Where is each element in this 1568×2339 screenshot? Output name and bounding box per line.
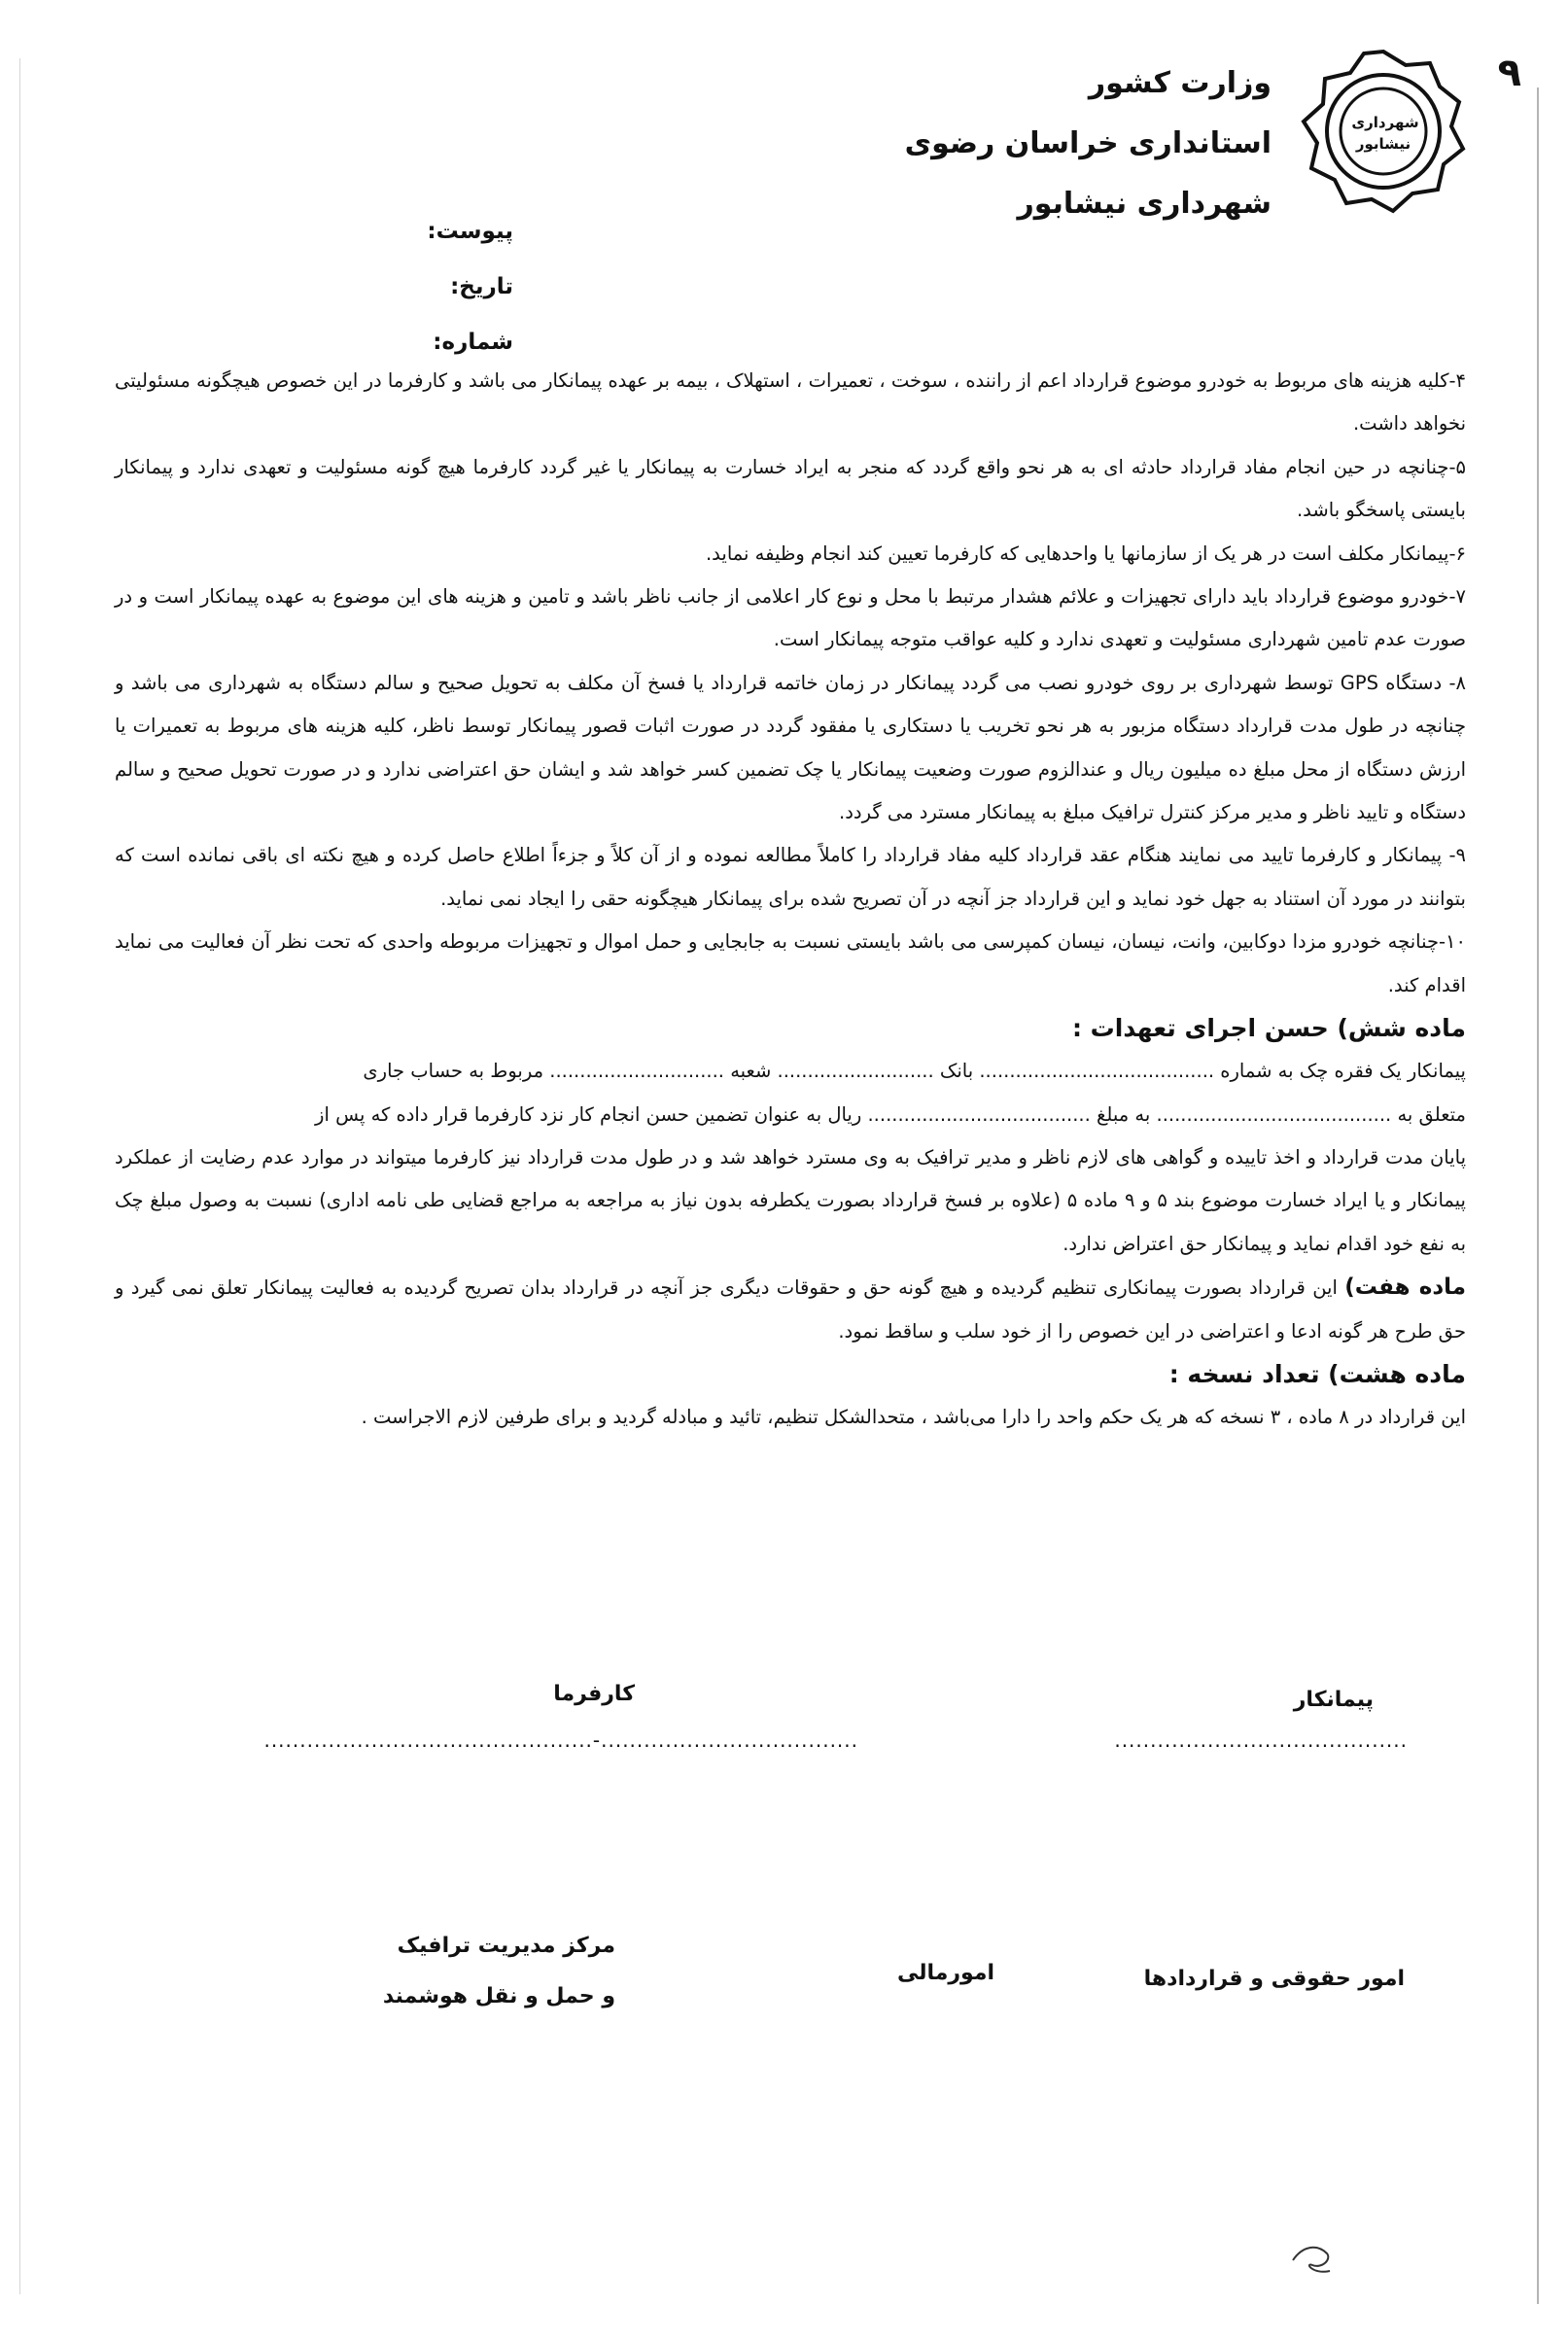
bank-label: بانک <box>939 1060 974 1083</box>
municipality-name: شهرداری نیشابور <box>1017 187 1272 221</box>
clause-10: ۱۰-چنانچه خودرو مزدا دوکابین، وانت، نیسان، نیسان کمپرسی می باشد بایستی نسبت به جابجایی و حمل اموال و تجهیزات مربوطه واحدی که تحت نظر آن فعالیت می نماید اقدام کند. <box>115 930 1466 996</box>
branch-blank[interactable]: ............................. <box>549 1060 725 1083</box>
ministry-name: وزارت کشور <box>1088 66 1272 100</box>
clause-5: ۵-چنانچه در حین انجام مفاد قرارداد حادثه ای به هر نحو واقع گردد که منجر به ایراد خسارت به پیمانکار یا غیر گردد کارفرما هیچ گونه مسئولیت و تعهدی ندارد و پیمانکار بایستی پاسخگو باشد. <box>115 455 1466 522</box>
owner-blank[interactable]: ....................................... <box>1156 1102 1392 1126</box>
cheque-number-label: پیمانکار یک فقره چک به شماره <box>1220 1060 1466 1083</box>
date-label: تاریخ: <box>450 274 513 299</box>
governorate-name: استانداری خراسان رضوی <box>904 126 1272 160</box>
attachment-label: پیوست: <box>427 219 513 244</box>
employer-signature-line[interactable]: ....................................-.............................................. <box>263 1728 858 1752</box>
clause-7: ۷-خودرو موضوع قرارداد باید دارای تجهیزات و علائم هشدار مرتبط با محل و نوع کار اعلامی از جانب ناظر باشد و تامین و هزینه های این موضوع به عهده پیمانکار است و در صورت عدم تامین شهرداری مسئولیت و تعهدی ندارد و کلیه عواقب متوجه پیمانکار است. <box>115 585 1466 651</box>
article-7-text: این قرارداد بصورت پیمانکاری تنظیم گردیده و هیچ گونه حق و حقوقات دیگری جز آنچه در قرارداد بدان تصریح گردیده به فعالیت پیمانکار تعلق نمی گیرد و حق طرح هر گونه ادعا و اعتراضی در این خصوص را از خود سلب و ساقط نمود. <box>115 1276 1466 1343</box>
document-meta <box>427 204 513 370</box>
legal-department: امور حقوقی و قراردادها <box>1143 1967 1405 1991</box>
svg-text:شهرداری: شهرداری <box>1351 114 1419 131</box>
traffic-center-line-2: و حمل و نقل هوشمند <box>382 1984 615 2008</box>
branch-label: شعبه <box>730 1060 772 1083</box>
municipality-seal-logo <box>1296 44 1471 219</box>
clause-9: ۹- پیمانکار و کارفرما تایید می نمایند هنگام عقد قرارداد کلیه مفاد قرارداد را کاملاً مطالعه نموده و از آن کلاً و جزءاً اطلاع حاصل کرده و هیچ نکته ای باقی نمانده است که بتوانند در مورد آن استناد به جهل خود نماید و این قرارداد جز آنچه در آن تصریح شده برای پیمانکار هیچگونه حقی را ایجاد نمی نماید. <box>115 844 1466 910</box>
scan-edge-left <box>19 58 20 2294</box>
employer-label: کارفرما <box>553 1682 635 1706</box>
article-6-title: ماده شش) حسن اجرای تعهدات : <box>1071 1014 1466 1043</box>
article-6-fill-line-2 <box>115 1094 1466 1136</box>
contractor-label: پیمانکار <box>1293 1688 1374 1712</box>
header-lines <box>905 53 1272 234</box>
finance-department: امورمالی <box>896 1961 994 1985</box>
article-6-fill-line-1 <box>115 1050 1466 1093</box>
traffic-center <box>383 1921 615 2022</box>
bank-blank[interactable]: .......................... <box>777 1060 934 1083</box>
page-number: ۹ <box>1497 51 1521 95</box>
clause-8: ۸- دستگاه GPS توسط شهرداری بر روی خودرو نصب می گردد پیمانکار در زمان خاتمه قرارداد یا فسخ آن مکلف به تحویل صحیح و سالم دستگاه به شهرداری می باشد و چنانچه در طول مدت قرارداد دستگاه مزبور به هر نحو تخریب یا دستکاری یا مفقود گردد در صورت اثبات قصور پیمانکار توسط ناظر، کلیه هزینه های مربوط به تعمیرات یا ارزش دستگاه از محل مبلغ ده میلیون ریال و عندالزوم صورت وضعیت پیمانکار یا چک تضمین کسر خواهد شد و ایشان حق اعتراضی ندارد و در صورت تحویل صحیح و سالم دستگاه و تایید ناظر و مدیر مرکز کنترل ترافیک مبلغ به پیمانکار مسترد می گردد. <box>115 671 1466 824</box>
cheque-number-blank[interactable]: ....................................... <box>979 1060 1215 1083</box>
handwritten-initial-mark <box>1283 2236 1342 2285</box>
contractor-signature-line[interactable]: ......................................... <box>1114 1728 1408 1752</box>
svg-text:نیشابور: نیشابور <box>1355 135 1411 153</box>
scan-edge-right <box>1537 87 1539 2304</box>
traffic-center-line-1: مرکز مدیریت ترافیک <box>397 1934 615 1958</box>
article-7-title: ماده هفت) <box>1344 1274 1466 1301</box>
article-8-title: ماده هشت) تعداد نسخه : <box>1168 1359 1466 1388</box>
owner-label: متعلق به <box>1397 1102 1466 1126</box>
amount-blank[interactable]: ..................................... <box>867 1102 1091 1126</box>
article-6-text: پایان مدت قرارداد و اخذ تاییده و گواهی های لازم ناظر و مدیر ترافیک به وی مسترد خواهد شد و در طول مدت قرارداد نیز کارفرما میتواند در موارد عدم رضایت از عملکرد پیمانکار و یا ایراد خسارت موضوع بند ۵ و ۹ ماده ۵ (علاوه بر فسخ قرارداد بصورت یکطرفه بدون نیاز به مراجعه به مراجع قضایی طی نامه اداری) نسبت به وصول مبلغ چک به نفع خود اقدام نماید و پیمانکار حق اعتراض ندارد. <box>115 1145 1466 1255</box>
current-account-label: مربوط به حساب جاری <box>363 1060 544 1083</box>
clause-6: ۶-پیمانکار مکلف است در هر یک از سازمانها یا واحدهایی که کارفرما تعیین کند انجام وظیفه نماید. <box>705 541 1466 565</box>
clause-4: ۴-کلیه هزینه های مربوط به خودرو موضوع قرارداد اعم از راننده ، سوخت ، تعمیرات ، استهلاک ، بیمه بر عهده پیمانکار می باشد و کارفرما در این خصوص هیچگونه مسئولیتی نخواهد داشت. <box>115 369 1466 436</box>
number-label: شماره: <box>433 330 513 355</box>
article-8-text: این قرارداد در ۸ ماده ، ۳ نسخه که هر یک حکم واحد را دارا می‌باشد ، متحدالشکل تنظیم، تائید و مبادله گردید و برای طرفین لازم الاجراست . <box>361 1405 1466 1428</box>
article-7 <box>115 1266 1466 1353</box>
guarantee-text: ریال به عنوان تضمین حسن انجام کار نزد کارفرما قرار داده که پس از <box>315 1102 862 1126</box>
amount-label: به مبلغ <box>1097 1102 1151 1126</box>
contract-body <box>115 360 1466 1439</box>
